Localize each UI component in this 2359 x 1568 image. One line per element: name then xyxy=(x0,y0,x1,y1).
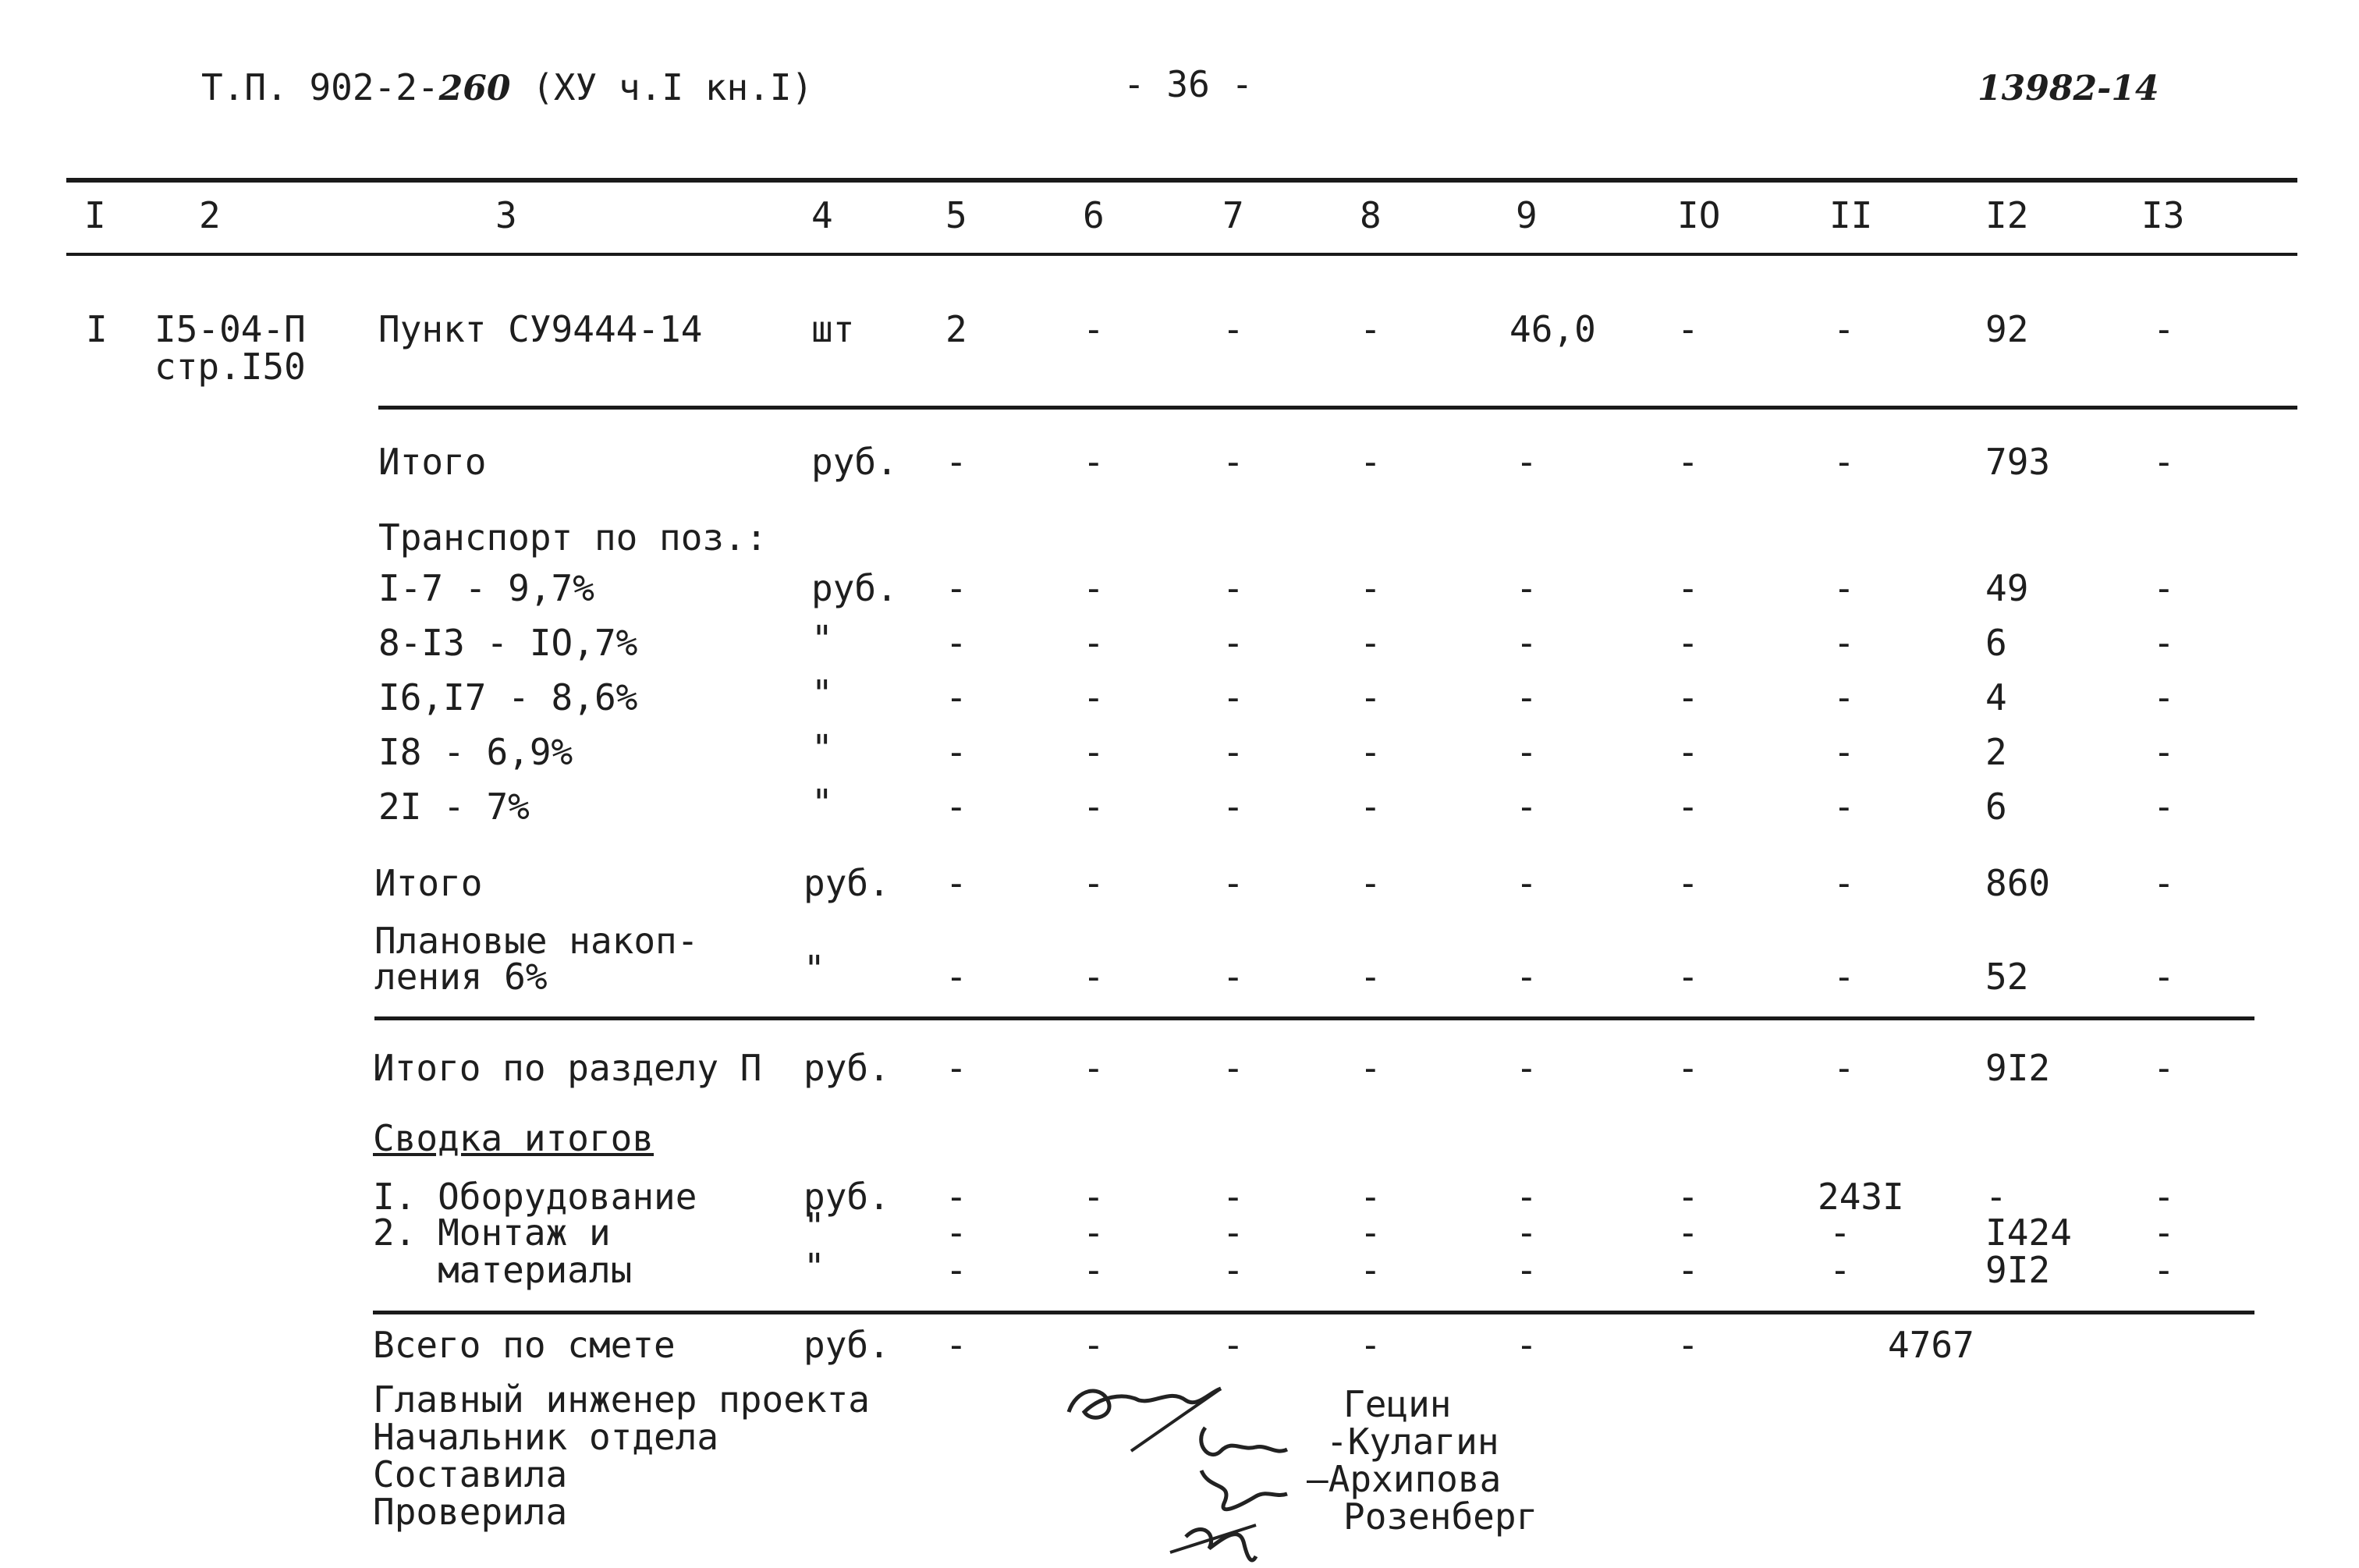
grand-total-unit: руб. xyxy=(803,1324,890,1366)
signature-name: —Архипова xyxy=(1307,1458,1502,1500)
itogo2-unit: руб. xyxy=(803,862,890,904)
dash: - xyxy=(2153,956,2175,998)
transport-row-unit: " xyxy=(811,618,833,660)
grand-total-label: Всего по смете xyxy=(373,1324,676,1366)
dash: - xyxy=(1677,731,1699,773)
row1-c8: - xyxy=(1360,308,1382,350)
itogo2-label: Итого xyxy=(374,862,483,904)
dash: - xyxy=(1222,441,1244,483)
transport-row-total: 6 xyxy=(1985,622,2007,664)
signature-role: Проверила xyxy=(373,1491,568,1533)
table-top-rule xyxy=(66,178,2297,183)
dash: - xyxy=(1833,956,1855,998)
dash: - xyxy=(2153,1047,2175,1089)
dash: - xyxy=(2153,731,2175,773)
dash: - xyxy=(1833,567,1855,609)
header-tp xyxy=(201,66,814,108)
dash: - xyxy=(945,622,967,664)
dash: - xyxy=(1516,567,1538,609)
dash: - xyxy=(1083,676,1105,718)
dash: - xyxy=(1083,1176,1105,1218)
summary-row-c13: - xyxy=(2153,1249,2175,1291)
dash: - xyxy=(1833,862,1855,904)
planned-rule xyxy=(374,1016,2254,1020)
grand-total-value: 4767 xyxy=(1888,1324,1974,1366)
signature-name: Гецин xyxy=(1343,1383,1452,1425)
dash: - xyxy=(1360,1324,1382,1366)
dash: - xyxy=(1222,731,1244,773)
dash: - xyxy=(1516,1324,1538,1366)
dash: - xyxy=(1516,676,1538,718)
dash: - xyxy=(1677,1211,1699,1254)
dash: - xyxy=(1677,956,1699,998)
dash: - xyxy=(1222,956,1244,998)
tp-prefix: Т.П. 902-2- xyxy=(201,66,439,108)
planned-total: 52 xyxy=(1985,956,2029,998)
dash: - xyxy=(1516,1047,1538,1089)
dash: - xyxy=(1083,1211,1105,1254)
col-header-3: 3 xyxy=(495,194,517,236)
dash: - xyxy=(1083,1249,1105,1291)
dash: - xyxy=(1677,1047,1699,1089)
dash: - xyxy=(1516,622,1538,664)
signature-role: Составила xyxy=(373,1453,568,1495)
col-header-7: 7 xyxy=(1222,194,1244,236)
transport-row-total: 2 xyxy=(1985,731,2007,773)
dash: - xyxy=(1360,1047,1382,1089)
dash: - xyxy=(1083,441,1105,483)
transport-row-total: 4 xyxy=(1985,676,2007,718)
dash: - xyxy=(1677,441,1699,483)
transport-row-label: 8-I3 - IO,7% xyxy=(378,622,638,664)
summary-title: Сводка итогов xyxy=(373,1117,654,1159)
dash: - xyxy=(945,567,967,609)
dash: - xyxy=(1833,786,1855,828)
transport-row-label: I8 - 6,9% xyxy=(378,731,573,773)
col-header-5: 5 xyxy=(945,194,967,236)
handwritten-signatures xyxy=(1053,1357,1350,1568)
dash: - xyxy=(1222,786,1244,828)
dash: - xyxy=(2153,862,2175,904)
dash: - xyxy=(1083,567,1105,609)
dash: - xyxy=(1222,862,1244,904)
dash: - xyxy=(1516,731,1538,773)
dash: - xyxy=(1516,862,1538,904)
dash: - xyxy=(945,1176,967,1218)
dash: - xyxy=(945,1211,967,1254)
dash: - xyxy=(1083,786,1105,828)
transport-row-unit: " xyxy=(811,727,833,769)
dash: - xyxy=(1677,1249,1699,1291)
dash: - xyxy=(1677,567,1699,609)
dash: - xyxy=(1360,441,1382,483)
section-total-value: 9I2 xyxy=(1985,1047,2051,1089)
transport-row-unit: " xyxy=(811,782,833,824)
dash: - xyxy=(945,956,967,998)
signature-role: Главный инженер проекта xyxy=(373,1378,870,1421)
itogo1-label: Итого xyxy=(378,441,487,483)
summary-row-c11: - xyxy=(1829,1249,1851,1291)
dash: - xyxy=(1083,731,1105,773)
dash: - xyxy=(1222,1176,1244,1218)
summary-row-label: 2. Монтаж и xyxy=(373,1211,611,1254)
dash: - xyxy=(1083,862,1105,904)
summary-row-c13: - xyxy=(2153,1211,2175,1254)
signature-role: Начальник отдела xyxy=(373,1416,719,1458)
dash: - xyxy=(1360,731,1382,773)
signature-name: -Кулагин xyxy=(1326,1421,1499,1463)
dash: - xyxy=(1677,786,1699,828)
transport-row-label: I6,I7 - 8,6% xyxy=(378,676,638,718)
summary-rule xyxy=(373,1311,2254,1314)
dash: - xyxy=(945,1249,967,1291)
signature-name: Розенберг xyxy=(1343,1495,1538,1538)
dash: - xyxy=(1360,956,1382,998)
dash: - xyxy=(2153,441,2175,483)
col-header-2: 2 xyxy=(199,194,221,236)
itogo1-total: 793 xyxy=(1985,441,2051,483)
row1-name: Пункт СУ9444-14 xyxy=(378,308,703,350)
dash: - xyxy=(2153,567,2175,609)
itogo1-unit: руб. xyxy=(811,441,898,483)
row1-code-line1: I5-04-П xyxy=(154,308,306,350)
dash: - xyxy=(1222,676,1244,718)
dash: - xyxy=(1677,1324,1699,1366)
dash: - xyxy=(1833,676,1855,718)
dash: - xyxy=(1833,441,1855,483)
row1-c10: - xyxy=(1677,308,1699,350)
dash: - xyxy=(1360,1249,1382,1291)
dash: - xyxy=(2153,676,2175,718)
col-header-10: IO xyxy=(1677,194,1721,236)
dash: - xyxy=(1222,567,1244,609)
planned-label-line2: ления 6% xyxy=(374,956,548,998)
dash: - xyxy=(945,1324,967,1366)
itogo2-total: 860 xyxy=(1985,862,2051,904)
summary-row-c12: - xyxy=(1985,1176,2007,1218)
signature-name-text: Архипова xyxy=(1328,1458,1502,1500)
dash: - xyxy=(1222,1249,1244,1291)
row1-c7: - xyxy=(1222,308,1244,350)
dash: - xyxy=(2153,622,2175,664)
dash: - xyxy=(1677,1176,1699,1218)
dash: - xyxy=(1360,862,1382,904)
dash: - xyxy=(945,441,967,483)
dash: - xyxy=(1083,622,1105,664)
dash: - xyxy=(1222,622,1244,664)
col-header-12: I2 xyxy=(1985,194,2029,236)
dash: - xyxy=(1360,1211,1382,1254)
dash: - xyxy=(1360,567,1382,609)
summary-row-label: материалы xyxy=(373,1249,633,1291)
dash: - xyxy=(1677,622,1699,664)
planned-label-line1: Плановые накоп- xyxy=(374,920,699,962)
dash: - xyxy=(2153,786,2175,828)
dash: - xyxy=(1516,1211,1538,1254)
table-header-rule xyxy=(66,253,2297,256)
col-header-4: 4 xyxy=(811,194,833,236)
dash: - xyxy=(945,786,967,828)
col-header-6: 6 xyxy=(1083,194,1105,236)
summary-row-c12: I424 xyxy=(1985,1211,2072,1254)
dash: - xyxy=(1222,1047,1244,1089)
col-header-13: I3 xyxy=(2141,194,2185,236)
dash: - xyxy=(1360,786,1382,828)
summary-row-c11: 243I xyxy=(1818,1176,1904,1218)
transport-row-label: 2I - 7% xyxy=(378,786,530,828)
row1-rule xyxy=(378,406,2297,410)
row1-unit: шт xyxy=(811,308,855,350)
signature-name-text: Кулагин xyxy=(1347,1421,1499,1463)
transport-row-total: 6 xyxy=(1985,786,2007,828)
summary-row-c12: 9I2 xyxy=(1985,1249,2051,1291)
dash: - xyxy=(1677,676,1699,718)
dash: - xyxy=(1360,676,1382,718)
transport-row-label: I-7 - 9,7% xyxy=(378,567,594,609)
dash: - xyxy=(1222,1324,1244,1366)
dash: - xyxy=(1516,1176,1538,1218)
dash: - xyxy=(945,862,967,904)
summary-row-unit: " xyxy=(803,1246,825,1288)
dash: - xyxy=(1833,622,1855,664)
planned-unit: " xyxy=(803,948,825,990)
row1-c11: - xyxy=(1833,308,1855,350)
col-header-8: 8 xyxy=(1360,194,1382,236)
doc-number-handwritten: 13982-14 xyxy=(1978,69,2159,108)
summary-row-unit: руб. xyxy=(803,1176,890,1218)
dash: - xyxy=(1083,1324,1105,1366)
dash: - xyxy=(1833,1047,1855,1089)
row1-c9: 46,0 xyxy=(1509,308,1596,350)
dash: - xyxy=(1516,786,1538,828)
section-total-unit: руб. xyxy=(803,1047,890,1089)
dash: - xyxy=(1360,1176,1382,1218)
summary-row-unit: " xyxy=(803,1205,825,1247)
transport-row-total: 49 xyxy=(1985,567,2029,609)
transport-row-unit: " xyxy=(811,672,833,715)
dash: - xyxy=(945,676,967,718)
summary-row-c13: - xyxy=(2153,1176,2175,1218)
dash: - xyxy=(1083,1047,1105,1089)
transport-row-unit: руб. xyxy=(811,567,898,609)
summary-row-c11: - xyxy=(1829,1211,1851,1254)
row1-num: I xyxy=(86,308,108,350)
dash: - xyxy=(1516,956,1538,998)
dash: - xyxy=(1222,1211,1244,1254)
dash: - xyxy=(1516,441,1538,483)
row1-c12: 92 xyxy=(1985,308,2029,350)
tp-suffix: (ХУ ч.I кн.I) xyxy=(532,66,814,108)
dash: - xyxy=(1083,956,1105,998)
col-header-1: I xyxy=(84,194,106,236)
transport-label: Транспорт по поз.: xyxy=(378,516,768,559)
dash: - xyxy=(1360,622,1382,664)
tp-number-handwritten: 260 xyxy=(438,69,511,108)
dash: - xyxy=(945,731,967,773)
summary-row-label: I. Оборудование xyxy=(373,1176,697,1218)
row1-c6: - xyxy=(1083,308,1105,350)
col-header-11: II xyxy=(1829,194,1873,236)
row1-code-line2: стр.I50 xyxy=(154,346,306,388)
page-number: - 36 - xyxy=(1123,63,1254,105)
row1-qty: 2 xyxy=(945,308,967,350)
dash: - xyxy=(1516,1249,1538,1291)
dash: - xyxy=(945,1047,967,1089)
dash: - xyxy=(1833,731,1855,773)
row1-c13: - xyxy=(2153,308,2175,350)
col-header-9: 9 xyxy=(1516,194,1538,236)
dash: - xyxy=(1677,862,1699,904)
section-total-label: Итого по разделу П xyxy=(373,1047,762,1089)
